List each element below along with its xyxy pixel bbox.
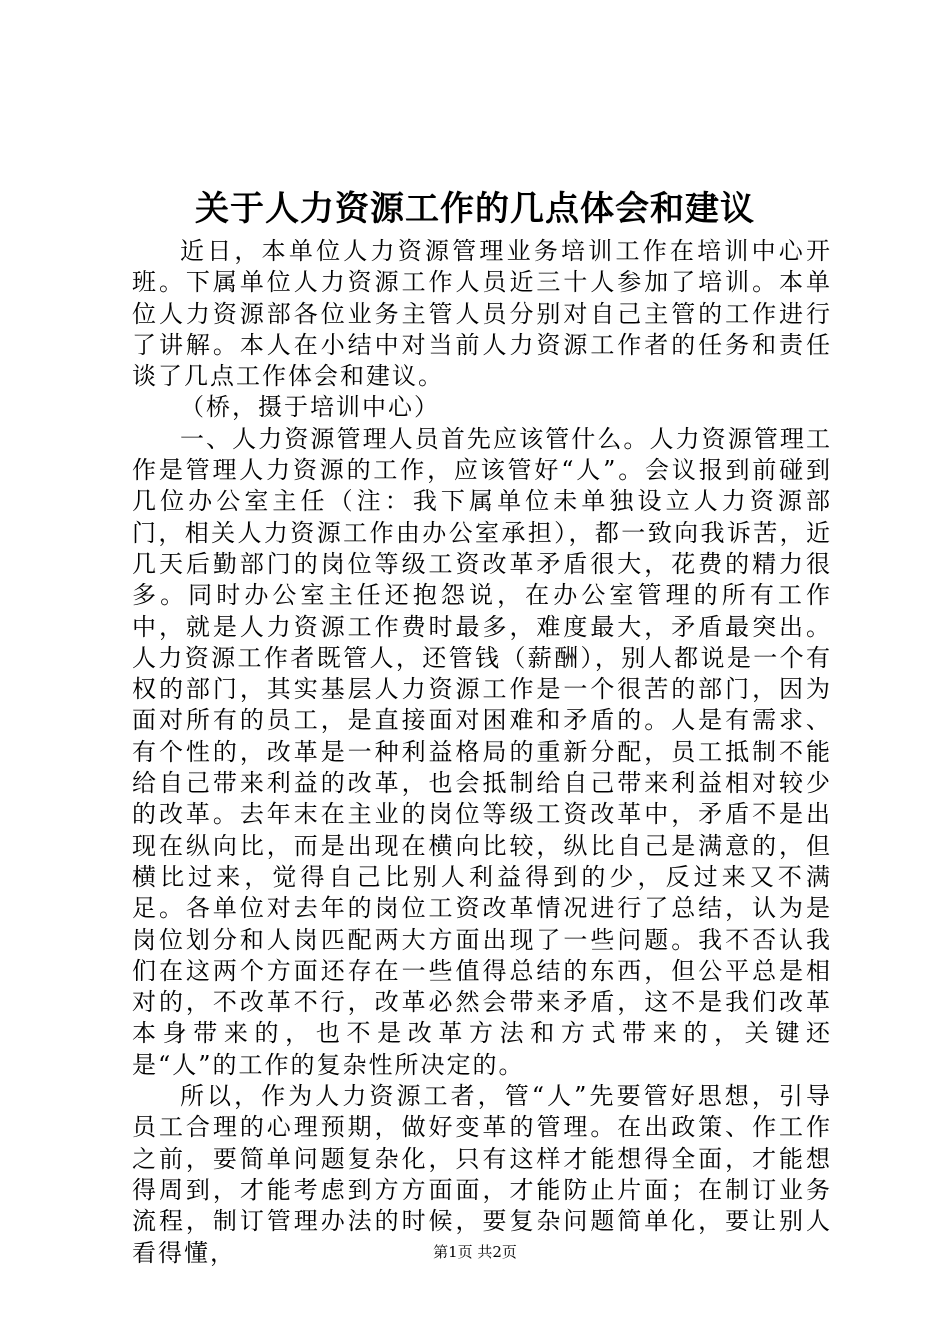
- document-body: [132, 236, 832, 1269]
- paragraph-section-one: 一、人力资源管理人员首先应该管什么。人力资源管理工作是管理人力资源的工作，应该管好“人”。会议报到前碰到几位办公室主任（注：我下属单位未单独设立人力资源部门，相关人力资源工作由办公室承担），都一致向我诉苦，近几天后勤部门的岗位等级工资改革矛盾很大，花费的精力很多。同时办公室主任还抱怨说，在办公室管理的所有工作中，就是人力资源工作费时最多，难度最大，矛盾最突出。人力资源工作者既管人，还管钱（薪酬），别人都说是一个有权的部门，其实基层人力资源工作是一个很苦的部门，因为面对所有的员工，是直接面对困难和矛盾的。人是有需求、有个性的，改革是一种利益格局的重新分配，员工抵制不能给自己带来利益的改革，也会抵制给自己带来利益相对较少的改革。去年末在主业的岗位等级工资改革中，矛盾不是出现在纵向比，而是出现在横向比较，纵比自己是满意的，但横比过来，觉得自己比别人利益得到的少，反过来又不满足。各单位对去年的岗位工资改革情况进行了总结，认为是岗位划分和人岗匹配两大方面出现了一些问题。我不否认我们在这两个方面还存在一些值得总结的东西，但公平总是相对的，不改革不行，改革必然会带来矛盾，这不是我们改革本身带来的，也不是改革方法和方式带来的，关键还是“人”的工作的复杂性所决定的。: [132, 424, 832, 1079]
- page-number-footer: 第1页 共2页: [433, 1243, 517, 1261]
- paragraph-photo-caption: （桥，摄于培训中心）: [180, 393, 440, 422]
- paragraph-intro: 近日，本单位人力资源管理业务培训工作在培训中心开班。下属单位人力资源工作人员近三十人参加了培训。本单位人力资源部各位业务主管人员分别对自己主管的工作进行了讲解。本人在小结中对当前人力资源工作者的任务和责任谈了几点工作体会和建议。: [132, 237, 832, 391]
- document-title: 关于人力资源工作的几点体会和建议: [195, 189, 755, 229]
- paragraph-conclusion: 所以，作为人力资源工者，管“人”先要管好思想，引导员工合理的心理预期，做好变革的管理。在出政策、作工作之前，要简单问题复杂化，只有这样才能想得全面，才能想得周到，才能考虑到方方面面，才能防止片面；在制订业务流程，制订管理办法的时候，要复杂问题简单化，要让别人看得懂，: [132, 1082, 832, 1267]
